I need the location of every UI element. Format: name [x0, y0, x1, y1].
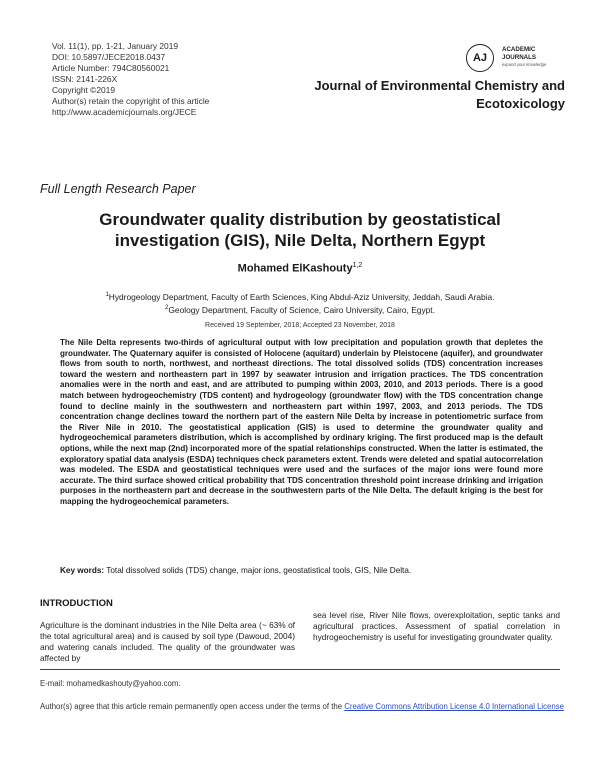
journal-name-line2: Ecotoxicology — [476, 96, 565, 111]
keywords-label: Key words: — [60, 566, 105, 575]
affiliation-2-mark: 2 — [165, 304, 169, 311]
logo-mark-icon: AJ — [466, 44, 494, 72]
affiliation-1 — [40, 290, 560, 303]
article-type: Full Length Research Paper — [40, 182, 196, 196]
keywords — [60, 566, 543, 575]
page-title — [50, 209, 550, 251]
keywords-list: Total dissolved solids (TDS) change, major ions, geostatistical tools, GIS, Nile Delta. — [106, 566, 412, 575]
meta-issn: ISSN: 2141-226X — [52, 74, 118, 84]
affiliation-1-mark: 1 — [105, 292, 109, 298]
meta-copyright: Copyright ©2019 — [52, 85, 115, 95]
journal-name-line1: Journal of Environmental Chemistry and — [314, 78, 565, 93]
license-link[interactable]: Creative Commons Attribution License 4.0 International License — [344, 702, 564, 711]
meta-article-number: Article Number: 794C80560021 — [52, 63, 170, 73]
author — [50, 262, 550, 275]
article-metadata — [52, 41, 282, 118]
footer-divider — [40, 669, 560, 670]
affiliation-2 — [40, 303, 560, 316]
affiliation-1-text: Hydrogeology Department, Faculty of Earth Sciences, King Abdul-Aziz University, Jeddah, Saudi Arabia. — [108, 291, 495, 302]
affiliation-2-text: Geology Department, Faculty of Science, Cairo University, Cairo, Egypt. — [168, 304, 435, 315]
license-text: Author(s) agree that this article remain permanently open access under the terms of the — [40, 702, 345, 711]
affiliations — [40, 290, 560, 316]
meta-rights: Author(s) retain the copyright of this article — [52, 96, 210, 106]
meta-url[interactable]: http://www.academicjournals.org/JECE — [52, 107, 197, 117]
logo-tagline: expand your knowledge — [502, 62, 547, 67]
logo-name — [502, 46, 536, 61]
license-statement — [40, 701, 565, 712]
introduction-heading: INTRODUCTION — [40, 598, 113, 609]
abstract: The Nile Delta represents two-thirds of agricultural output with low precipitation and population growth that depletes the groundwater. The Quaternary aquifer is consisted of Holocene (aquitard) underlain by Pleistocene (aquifer), and groundwater flows from south to north, northwest, and northeast directions. The total dissolved solids (TDS) concentration increases toward the western and northeastern part in 1997 by seawater intrusion and irrigation practices. The TDS concentration anomalies were in the north and east, and are attributed to pumping within 2003, 2010, and 2013 periods. There is a good match between hydrogeochemistry (TDS content) and hydrogeology (groundwater flow) with the TDS concentration change found to decline mainly in the southwestern and northeastern part within 1997, 2003, and 2013 periods. The TDS concentration change declines toward the northern part of the eastern Nile Delta by increase in potentiometric surface from the River Nile in 2010. The geostatistical application (GIS) is used to determine the groundwater quality and hydrogeochemical parameters distribution, which is accomplished by ordinary kriging. The first produced map is the default options, while the next map (2nd) incorporated more of the spatial relationships constructed. When the latter is estimated, the exploratory spatial data analysis (ESDA) techniques check parameters extent. Trends were deleted and spatial autocorrelation was modeled. The ESDA and geostatistical techniques were used and the surfaces of the major ions were found more accurate. The third surface showed critical probability that TDS concentration threshold point increase drinking and irrigation purposes in the northeastern part and decrease in the southwestern parts of the Nile Delta. The default kriging is the best for mapping the hydrogeochemical parameters. — [60, 338, 543, 506]
meta-volume: Vol. 11(1), pp. 1-21, January 2019 — [52, 41, 179, 51]
title-line2: investigation (GIS), Nile Delta, Northern Egypt — [114, 231, 486, 250]
publisher-logo — [466, 44, 576, 74]
journal-name — [300, 77, 565, 113]
logo-name-line2: JOURNALS — [502, 53, 537, 61]
introduction-right-column: sea level rise, River Nile flows, overexploitation, septic tanks and agricultural practices. Assessment of spatial correlation in hydrogeochemistry is useful for investigating groundwater quality. — [313, 610, 560, 642]
author-name: Mohamed ElKashouty — [237, 262, 353, 275]
logo-name-line1: ACADEMIC — [502, 46, 536, 53]
author-affiliation-marks: 1,2 — [352, 262, 363, 269]
introduction-left-column: Agriculture is the dominant industries in the Nile Delta area (~ 63% of the total agricultural area) and is caused by soil type (Dawoud, 2004) and watering canals included. The quality of the groundwater was affected by — [40, 620, 295, 663]
meta-doi: DOI: 10.5897/JECE2018.0437 — [52, 52, 166, 62]
received-dates: Received 19 September, 2018; Accepted 23 November, 2018 — [205, 322, 395, 329]
title-line1: Groundwater quality distribution by geostatistical — [99, 210, 501, 229]
author-email: E-mail: mohamedkashouty@yahoo.com. — [40, 679, 181, 688]
